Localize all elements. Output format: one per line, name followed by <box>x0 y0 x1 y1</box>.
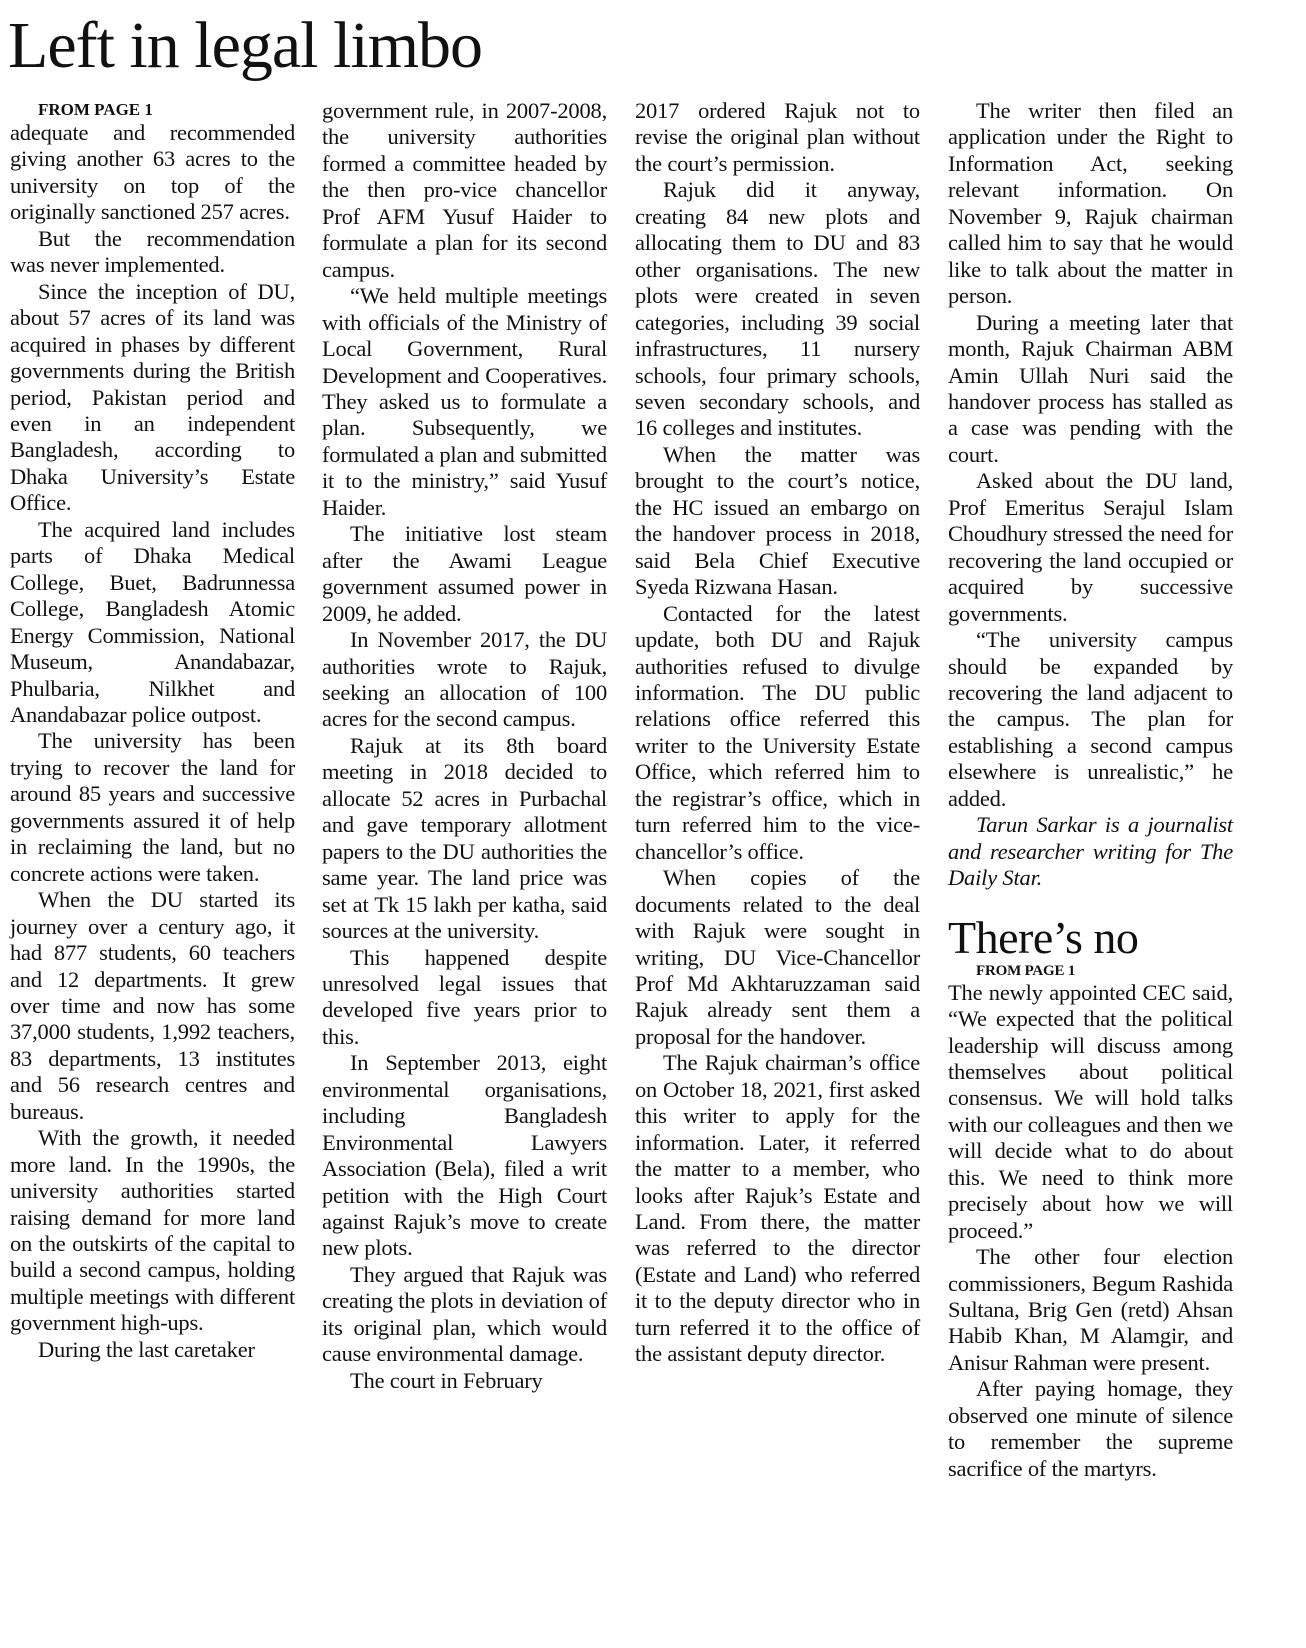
second-article-headline: There’s no <box>948 911 1139 963</box>
article-column-4 <box>948 98 1233 1482</box>
article-paragraph: 2017 ordered Rajuk not to revise the original plan without the court’s permission. <box>635 98 920 176</box>
article-paragraph: The acquired land includes parts of Dhaka Medical College, Buet, Badrunnessa College, Bangladesh Atomic Energy Commission, National Museum, Anandabazar, Phulbaria, Nilkhet and Anandabazar police outpost. <box>10 516 295 727</box>
article-paragraph: In November 2017, the DU authorities wrote to Rajuk, seeking an allocation of 100 acres for the second campus. <box>322 627 607 732</box>
article-paragraph: government rule, in 2007-2008, the university authorities formed a committee headed by the then pro-vice chancellor Prof AFM Yusuf Haider to formulate a plan for its second campus. <box>322 98 607 282</box>
article-paragraph: The initiative lost steam after the Awami League government assumed power in 2009, he added. <box>322 521 607 626</box>
article-paragraph: When copies of the documents related to the deal with Rajuk were sought in writing, DU Vice-Chancellor Prof Md Akhtaruzzaman said Rajuk already sent them a proposal for the handover. <box>635 865 920 1049</box>
article-paragraph: Tarun Sarkar is a journalist and researcher writing for The Daily Star. <box>948 812 1233 891</box>
article-column-2 <box>322 98 607 1394</box>
article-paragraph: The court in February <box>350 1367 543 1393</box>
article-paragraph: They argued that Rajuk was creating the plots in deviation of its original plan, which would cause environmental damage. <box>322 1261 607 1367</box>
article-paragraph: Rajuk at its 8th board meeting in 2018 decided to allocate 52 acres in Purbachal and gave temporary allotment papers to the DU authorities the same year. The land price was set at Tk 15 lakh per katha, said sources at the university. <box>322 732 607 944</box>
second-article-kicker: FROM PAGE 1 <box>976 962 1076 979</box>
article-paragraph: With the growth, it needed more land. In the 1990s, the university authorities started raising demand for more land on the outskirts of the capital to build a second campus, holding multiple meetings with different government high-ups. <box>10 1125 295 1336</box>
article-paragraph: “We held multiple meetings with officials of the Ministry of Local Government, Rural Development and Cooperatives. They asked us to formulate a plan. Subsequently, we formulated a plan and submitted it to the ministry,” said Yusuf Haider. <box>322 283 607 520</box>
from-page-kicker: FROM PAGE 1 <box>38 100 153 119</box>
article-paragraph: The newly appointed CEC said, “We expected that the political leadership will discuss among themselves about political consensus. We will hold talks with our colleagues and then we will decide what to do about this. We need to think more precisely about how we will proceed.” <box>948 979 1233 1243</box>
article-paragraph: The Rajuk chairman’s office on October 18, 2021, first asked this writer to apply for the information. Later, it referred the matter to a member, who looks after Rajuk’s Estate and Land. From there, the matter was referred to the director (Estate and Land) who referred it to the deputy director who in turn referred it to the office of the assistant deputy director. <box>635 1050 920 1367</box>
article-paragraph: The other four election commissioners, Begum Rashida Sultana, Brig Gen (retd) Ahsan Habib Khan, M Alamgir, and Anisur Rahman were present. <box>948 1244 1233 1375</box>
article-paragraph: But the recommendation was never implemented. <box>10 225 295 278</box>
article-paragraph: Contacted for the latest update, both DU and Rajuk authorities refused to divulge information. The DU public relations office referred this writer to the University Estate Office, which referred him to the registrar’s office, which in turn referred him to the vice-chancellor’s office. <box>635 600 920 864</box>
article-headline: Left in legal limbo <box>8 9 483 82</box>
article-paragraph: The writer then filed an application under the Right to Information Act, seeking relevant information. On November 9, Rajuk chairman called him to say that he would like to talk about the matter in person. <box>948 98 1233 309</box>
article-paragraph: This happened despite unresolved legal issues that developed five years prior to this. <box>322 944 607 1049</box>
article-paragraph: In September 2013, eight environmental organisations, including Bangladesh Environmental Lawyers Association (Bela), filed a writ petition with the High Court against Rajuk’s move to create new plots. <box>322 1050 607 1261</box>
article-paragraph: adequate and recommended giving another 63 acres to the university on top of the originally sanctioned 257 acres. <box>10 120 295 225</box>
article-paragraph: The university has been trying to recover the land for around 85 years and successive governments assured it of help in reclaiming the land, but no concrete actions were taken. <box>10 728 295 886</box>
article-paragraph: During a meeting later that month, Rajuk Chairman ABM Amin Ullah Nuri said the handover process has stalled as a case was pending with the court. <box>948 309 1233 467</box>
article-paragraph: When the DU started its journey over a century ago, it had 877 students, 60 teachers and 12 departments. It grew over time and now has some 37,000 students, 1,992 teachers, 83 departments, 13 institutes and 56 research centres and bureaus. <box>10 887 295 1124</box>
article-paragraph: During the last caretaker <box>38 1336 255 1362</box>
article-paragraph: Since the inception of DU, about 57 acres of its land was acquired in phases by different governments during the British period, Pakistan period and even in an independent Bangladesh, according to Dhaka University’s Estate Office. <box>10 278 295 516</box>
article-paragraph: Rajuk did it anyway, creating 84 new plots and allocating them to DU and 83 other organisations. The new plots were created in seven categories, including 39 social infrastructures, 11 nursery schools, four primary schools, seven secondary schools, and 16 colleges and institutes. <box>635 177 920 441</box>
article-column-3 <box>635 98 920 1368</box>
article-paragraph: Asked about the DU land, Prof Emeritus Serajul Islam Choudhury stressed the need for recovering the land occupied or acquired by successive governments. <box>948 468 1233 626</box>
article-column-1 <box>10 100 295 1363</box>
article-paragraph: When the matter was brought to the court’s notice, the HC issued an embargo on the handover process in 2018, said Bela Chief Executive Syeda Rizwana Hasan. <box>635 441 920 600</box>
article-paragraph: “The university campus should be expanded by recovering the land adjacent to the campus. The plan for establishing a second campus elsewhere is unrealistic,” he added. <box>948 627 1233 811</box>
article-paragraph: After paying homage, they observed one minute of silence to remember the supreme sacrifice of the martyrs. <box>948 1376 1233 1481</box>
